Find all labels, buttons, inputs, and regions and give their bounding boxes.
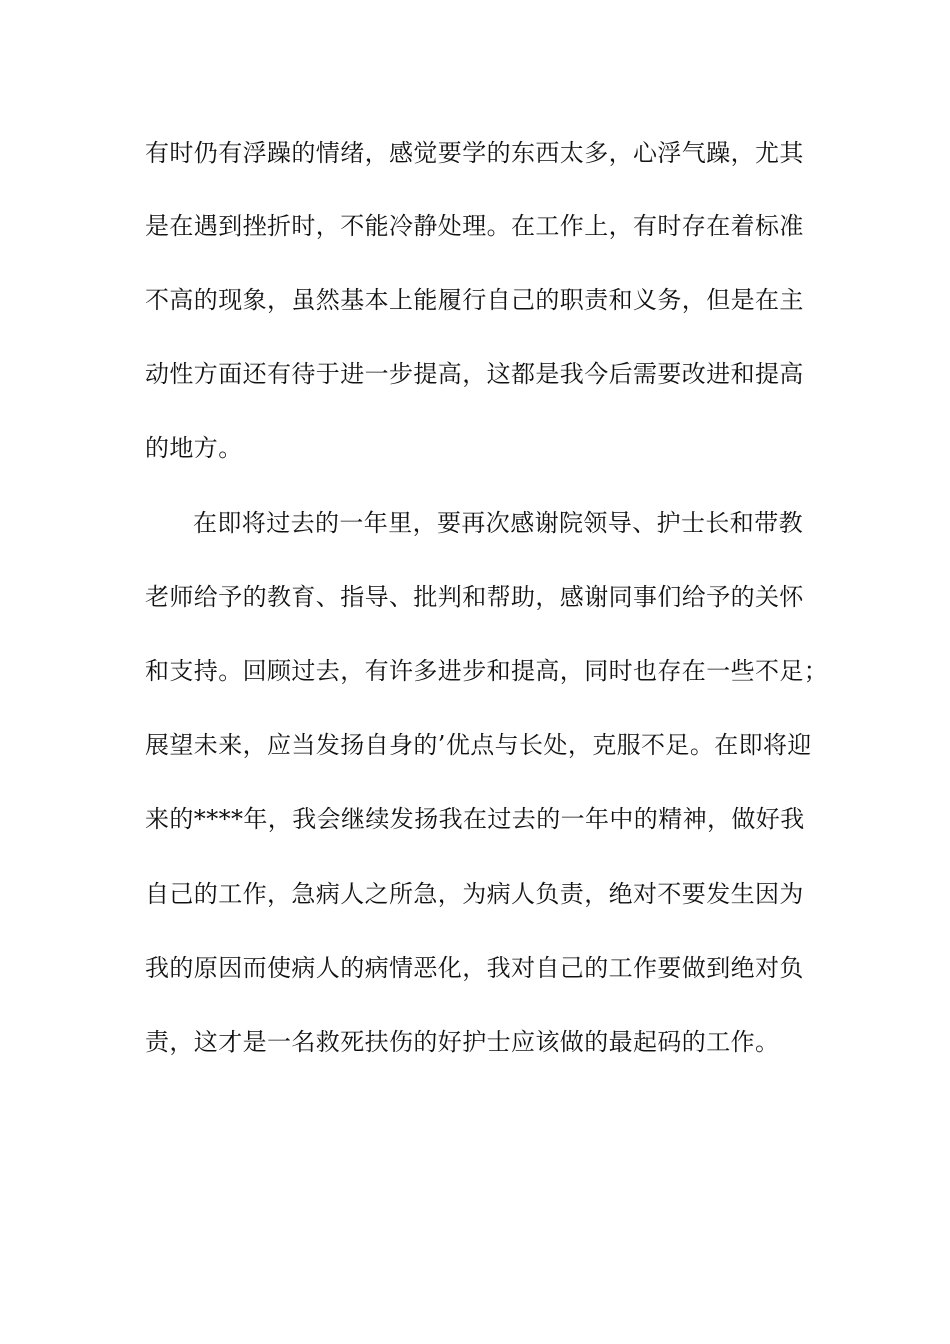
text-line: 责，这才是一名救死扶伤的好护士应该做的最起码的工作。	[145, 1028, 780, 1056]
text-line: 有时仍有浮躁的情绪，感觉要学的东西太多，心浮气躁，尤其	[145, 139, 804, 167]
text-line: 来的****年，我会继续发扬我在过去的一年中的精神，做好我	[145, 805, 805, 833]
text-line: 的地方。	[145, 434, 243, 462]
text-line: 动性方面还有待于进一步提高，这都是我今后需要改进和提高	[145, 360, 804, 388]
text-line: 不高的现象，虽然基本上能履行自己的职责和义务，但是在主	[145, 286, 804, 314]
text-line: 老师给予的教育、指导、批判和帮助，感谢同事们给予的关怀	[145, 583, 804, 611]
text-line: 在即将过去的一年里，要再次感谢院领导、护士长和带教	[193, 509, 803, 537]
text-line: 是在遇到挫折时，不能冷静处理。在工作上，有时存在着标准	[145, 212, 804, 240]
text-line: 我的原因而使病人的病情恶化，我对自己的工作要做到绝对负	[145, 954, 804, 982]
text-line: 和支持。回顾过去，有许多进步和提高，同时也存在一些不足；	[145, 657, 829, 685]
text-line: 展望未来，应当发扬自身的’优点与长处，克服不足。在即将迎	[145, 731, 812, 759]
text-line: 自己的工作，急病人之所急，为病人负责，绝对不要发生因为	[145, 880, 804, 908]
